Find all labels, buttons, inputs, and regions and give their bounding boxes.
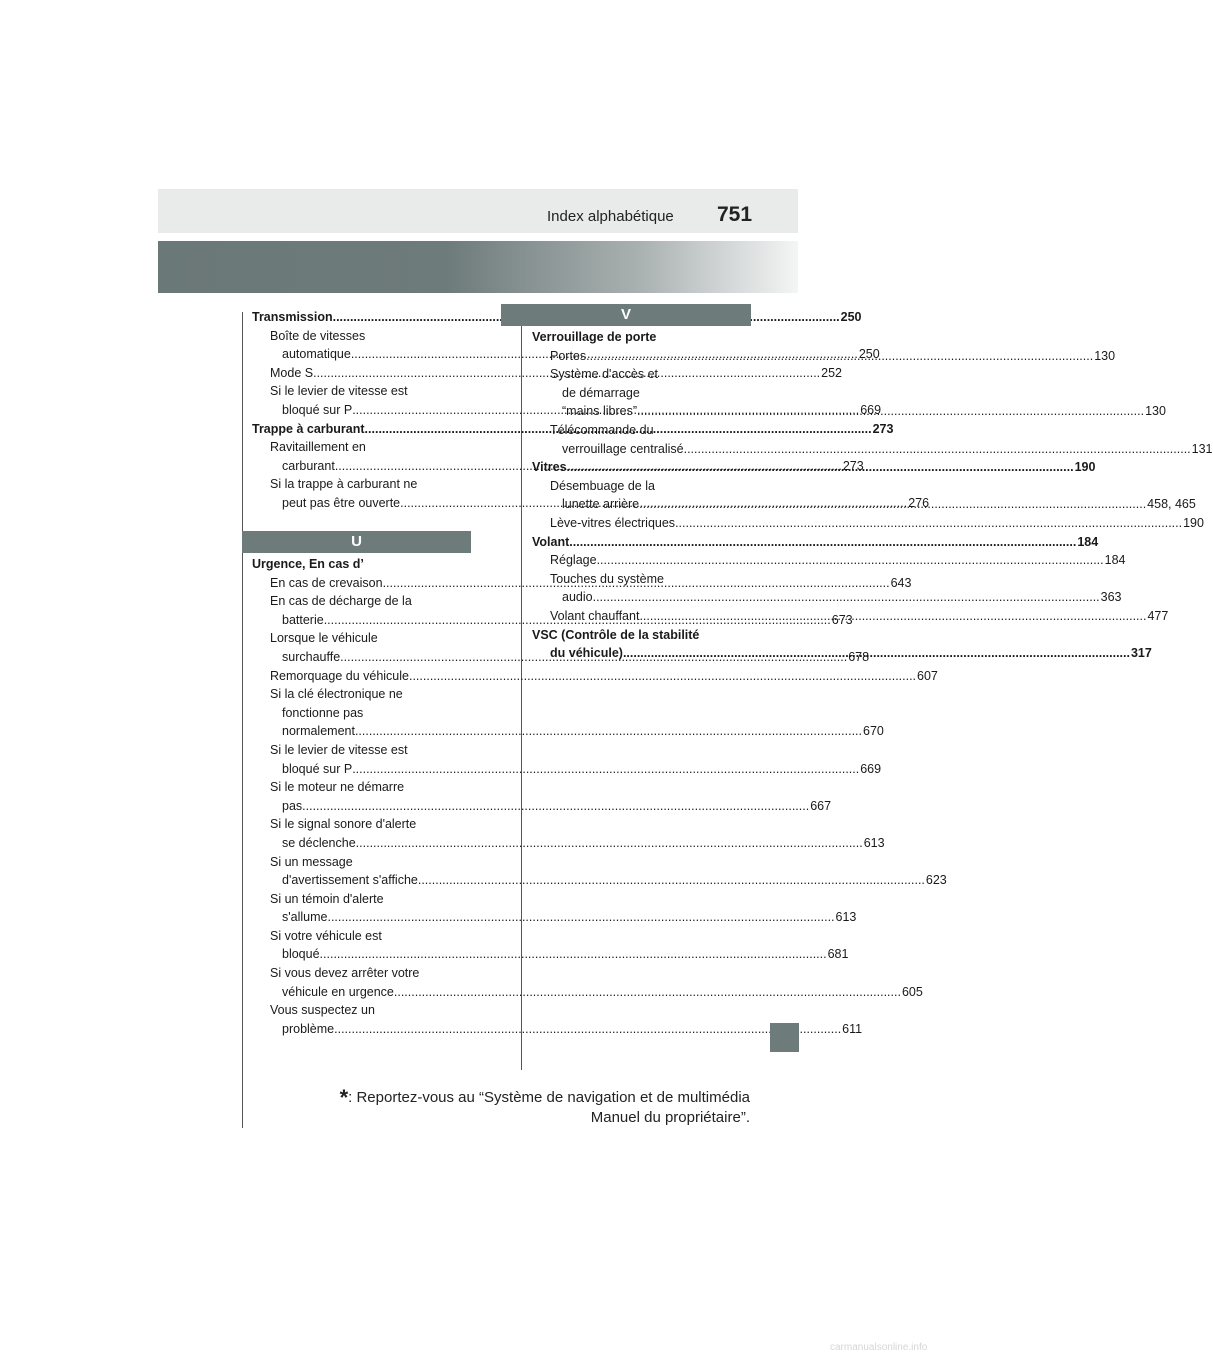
index-entry bbox=[532, 384, 752, 403]
leader-dots bbox=[334, 1020, 841, 1039]
index-entry-page: 190 bbox=[1183, 515, 1204, 530]
index-entry bbox=[252, 667, 938, 686]
index-entry bbox=[252, 555, 472, 574]
leader-dots bbox=[352, 760, 859, 779]
index-entry-label: Si votre véhicule est bbox=[270, 928, 382, 943]
index-entry-label: normalement bbox=[282, 724, 355, 739]
leader-dots bbox=[409, 667, 916, 686]
index-entry-label: Mode S bbox=[270, 365, 314, 380]
index-entry-label: pas bbox=[282, 798, 303, 813]
index-entry-label: bloqué sur P bbox=[282, 402, 353, 417]
index-entry-page: 669 bbox=[860, 402, 882, 417]
index-entry-label: automatique bbox=[282, 347, 351, 362]
index-entry-label: véhicule en urgence bbox=[282, 984, 394, 999]
index-entry bbox=[252, 908, 857, 927]
index-entry-label: Vous suspectez un bbox=[270, 1003, 375, 1018]
leader-dots bbox=[637, 402, 1144, 421]
index-entry-page: 184 bbox=[1077, 534, 1099, 549]
footnote-line-1: : Reportez-vous au “Système de navigation et de multimédia bbox=[348, 1089, 750, 1106]
index-entry-label: Lève-vitres électriques bbox=[550, 515, 676, 530]
index-entry bbox=[532, 588, 1122, 607]
leader-dots bbox=[675, 514, 1182, 533]
index-entry bbox=[532, 514, 1204, 533]
index-entry-label: “mains libres” bbox=[562, 404, 638, 419]
index-entry-page: 623 bbox=[925, 873, 947, 888]
index-entry bbox=[252, 871, 947, 890]
index-entry-page: 613 bbox=[835, 910, 857, 925]
index-entry-label: bloqué sur P bbox=[282, 761, 353, 776]
footnote bbox=[330, 1085, 750, 1128]
index-entry bbox=[252, 592, 472, 611]
index-entry-label: Volant chauffant bbox=[550, 608, 640, 623]
leader-dots bbox=[394, 983, 901, 1002]
index-entry-label: Remorquage du véhicule bbox=[270, 668, 409, 683]
leader-dots bbox=[356, 834, 863, 853]
leader-dots bbox=[569, 533, 1076, 552]
index-entry-page: 273 bbox=[842, 458, 864, 473]
leader-dots bbox=[355, 722, 862, 741]
index-entry bbox=[532, 570, 752, 589]
index-entry bbox=[252, 1001, 472, 1020]
index-entry-page: 130 bbox=[1145, 404, 1166, 419]
index-entry bbox=[252, 964, 472, 983]
index-entry-page: 670 bbox=[863, 724, 884, 739]
index-entry-label: bloqué bbox=[282, 947, 320, 962]
index-entry bbox=[252, 629, 472, 648]
index-entry-label: Télécommande du bbox=[550, 422, 654, 437]
index-entry-label: En cas de décharge de la bbox=[270, 594, 412, 609]
index-entry-label: En cas de crevaison bbox=[270, 575, 383, 590]
index-entry-label: s'allume bbox=[282, 910, 328, 925]
index-entry-label: Trappe à carburant bbox=[252, 421, 365, 436]
index-entry-label: Touches du système bbox=[550, 571, 664, 586]
index-entry-label: du véhicule) bbox=[550, 646, 623, 661]
index-entry-label: batterie bbox=[282, 612, 324, 627]
index-entry bbox=[252, 722, 884, 741]
index-entry bbox=[532, 365, 752, 384]
index-entry-label: Volant bbox=[532, 534, 570, 549]
index-entry-label: verrouillage centralisé bbox=[562, 441, 684, 456]
index-entry bbox=[532, 533, 1099, 552]
index-entry-page: 669 bbox=[860, 761, 882, 776]
index-entry bbox=[532, 626, 752, 645]
leader-dots bbox=[639, 495, 1146, 514]
index-entry-label: Si la trappe à carburant ne bbox=[270, 477, 418, 492]
index-entry-label: Désembuage de la bbox=[550, 478, 655, 493]
index-entry-page: 250 bbox=[840, 310, 862, 324]
index-entry-label: se déclenche bbox=[282, 835, 356, 850]
index-entry-label: Si un message bbox=[270, 854, 353, 869]
index-entry bbox=[252, 945, 849, 964]
index-entry-label: Si le levier de vitesse est bbox=[270, 384, 408, 399]
index-entry-label: carburant bbox=[282, 458, 335, 473]
leader-dots bbox=[623, 644, 1130, 663]
leader-dots bbox=[418, 871, 925, 890]
leader-dots bbox=[593, 588, 1100, 607]
index-entry-label: Réglage bbox=[550, 553, 597, 568]
index-entry bbox=[532, 440, 1213, 459]
index-entry-page: 184 bbox=[1104, 553, 1126, 568]
index-entry-page: 673 bbox=[831, 612, 853, 627]
index-entry-page: 607 bbox=[917, 668, 938, 683]
leader-dots bbox=[597, 551, 1104, 570]
index-entry bbox=[252, 308, 862, 327]
letter-heading-u: U bbox=[242, 531, 471, 553]
column-divider-left bbox=[242, 312, 243, 1128]
index-entry-label: problème bbox=[282, 1021, 335, 1036]
leader-dots bbox=[639, 607, 1146, 626]
index-entry-label: fonctionne pas bbox=[282, 705, 364, 720]
index-entry bbox=[252, 853, 472, 872]
index-entry-page: 276 bbox=[908, 495, 930, 510]
index-entry-label: Si vous devez arrêter votre bbox=[270, 966, 420, 981]
index-entry-page: 681 bbox=[827, 947, 849, 962]
index-entry-label: VSC (Contrôle de la stabilité bbox=[532, 627, 700, 642]
leader-dots bbox=[327, 908, 834, 927]
index-entry-page: 252 bbox=[821, 365, 842, 380]
index-entry-page: 678 bbox=[848, 649, 870, 664]
index-entry bbox=[252, 382, 472, 401]
index-entry-label: audio bbox=[562, 590, 593, 605]
leader-dots bbox=[684, 440, 1191, 459]
index-entry-label: Verrouillage de porte bbox=[532, 330, 657, 344]
index-entry bbox=[532, 551, 1126, 570]
footnote-line-2: Manuel du propriétaire”. bbox=[590, 1109, 750, 1126]
index-entry-label: Si le signal sonore d'alerte bbox=[270, 817, 417, 832]
index-entry-page: 130 bbox=[1094, 348, 1116, 363]
index-entry bbox=[252, 778, 472, 797]
index-entry-label: peut pas être ouverte bbox=[282, 495, 401, 510]
index-entry-page: 613 bbox=[863, 835, 885, 850]
index-entry bbox=[252, 741, 472, 760]
index-entry bbox=[252, 797, 832, 816]
index-entry-page: 317 bbox=[1130, 646, 1152, 661]
index-entry-page: 611 bbox=[842, 1021, 863, 1036]
leader-dots bbox=[320, 945, 827, 964]
index-entry bbox=[252, 1020, 863, 1039]
index-entry-label: lunette arrière bbox=[562, 497, 640, 512]
index-entry-label: Vitres bbox=[532, 460, 567, 475]
section-title: Index alphabétique bbox=[547, 208, 674, 225]
index-entry-label: Lorsque le véhicule bbox=[270, 631, 378, 646]
index-entry-label: surchauffe bbox=[282, 649, 341, 664]
letter-heading-v: V bbox=[501, 304, 751, 326]
index-entry-page: 250 bbox=[858, 347, 880, 362]
index-entry-page: 477 bbox=[1147, 608, 1169, 623]
index-entry bbox=[252, 438, 472, 457]
index-entry bbox=[532, 421, 752, 440]
leader-dots bbox=[567, 458, 1074, 477]
index-entry-page: 363 bbox=[1100, 590, 1122, 605]
index-entry bbox=[532, 477, 752, 496]
index-entry bbox=[252, 685, 472, 704]
header-bar bbox=[158, 189, 798, 233]
index-entry bbox=[252, 760, 882, 779]
footnote-star: * bbox=[339, 1085, 349, 1110]
index-entry-page: 643 bbox=[890, 575, 912, 590]
leader-dots bbox=[586, 347, 1093, 366]
index-entry-page: 131 bbox=[1191, 441, 1213, 456]
index-entry-label: Si le moteur ne démarre bbox=[270, 780, 405, 795]
index-entry-label: d'avertissement s'affiche bbox=[282, 873, 418, 888]
index-entry-label: Si la clé électronique ne bbox=[270, 687, 403, 702]
page-number: 751 bbox=[717, 203, 753, 226]
index-entry bbox=[252, 927, 472, 946]
index-entry-page: 605 bbox=[901, 984, 923, 999]
index-entry-label: Portes bbox=[550, 348, 587, 363]
index-entry bbox=[252, 704, 472, 723]
index-entry-label: Si le levier de vitesse est bbox=[270, 742, 408, 757]
leader-dots bbox=[302, 797, 809, 816]
index-entry-page: 667 bbox=[810, 798, 832, 813]
index-entry bbox=[252, 815, 472, 834]
section-tab-marker bbox=[770, 1023, 799, 1052]
index-entry bbox=[252, 327, 472, 346]
index-entry-label: Si un témoin d'alerte bbox=[270, 891, 384, 906]
index-entry-label: de démarrage bbox=[562, 385, 640, 400]
index-entry bbox=[252, 983, 923, 1002]
index-entry bbox=[252, 475, 472, 494]
index-entry bbox=[252, 890, 472, 909]
index-entry-label: Ravitaillement en bbox=[270, 440, 366, 455]
index-entry-page: 273 bbox=[872, 421, 894, 436]
index-entry-page: 190 bbox=[1074, 460, 1096, 475]
index-entry-label: Urgence, En cas d’ bbox=[252, 557, 364, 571]
header-band bbox=[158, 241, 798, 293]
index-entry-label: Boîte de vitesses bbox=[270, 328, 366, 343]
index-entry-label: Système d'accès et bbox=[550, 367, 658, 382]
index-entry bbox=[532, 328, 752, 347]
index-entry-page: 458, 465 bbox=[1147, 497, 1196, 512]
index-entry bbox=[252, 834, 885, 853]
watermark: carmanualsonline.info bbox=[830, 1342, 928, 1353]
index-entry-label: Transmission bbox=[252, 310, 333, 324]
